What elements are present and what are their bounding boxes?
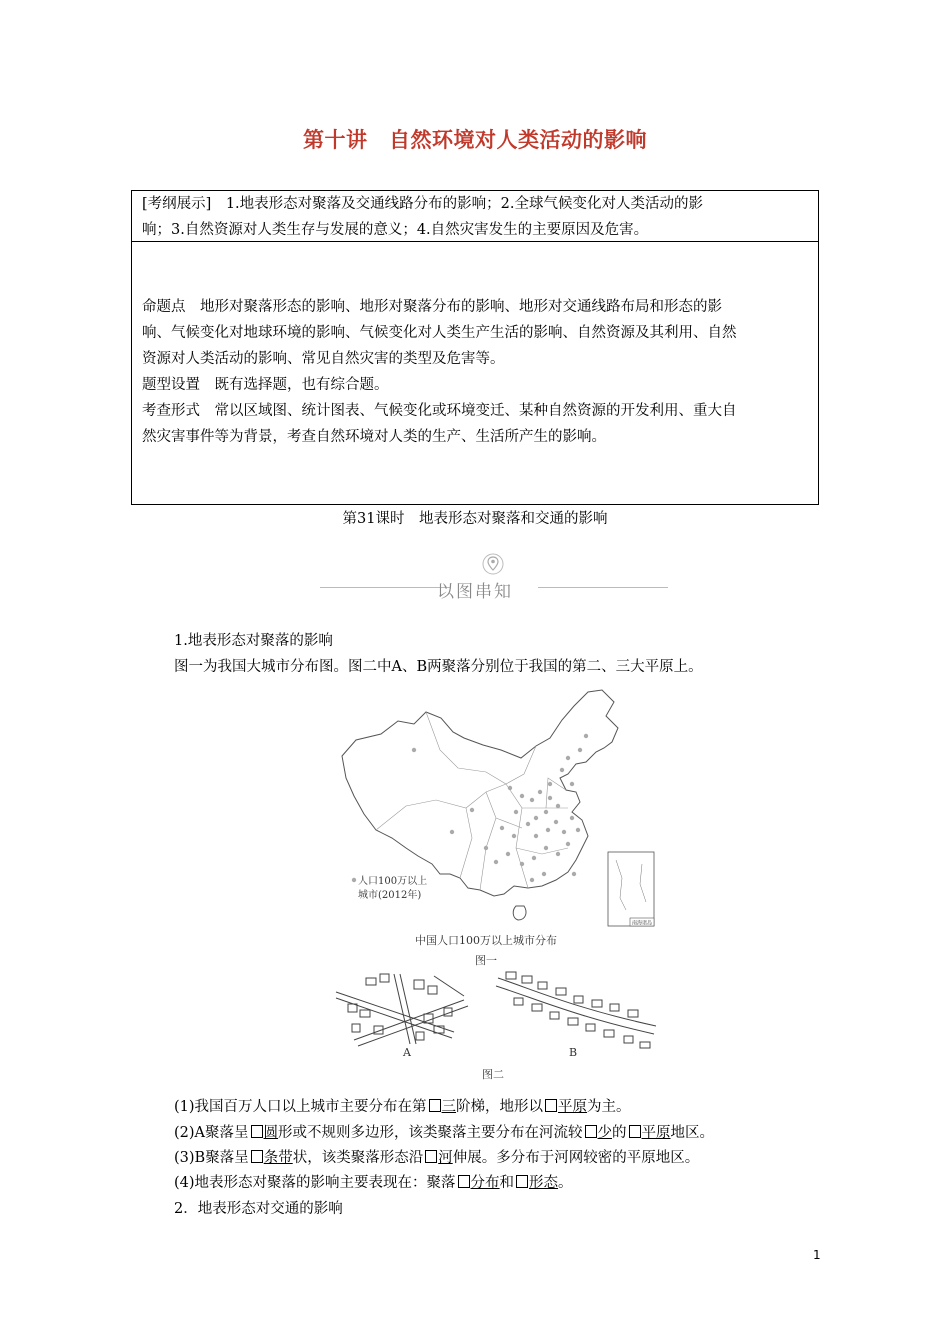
- question-4-answer-1: 分布: [470, 1175, 500, 1191]
- answer-box-icon: [585, 1125, 597, 1138]
- answer-box-icon: [458, 1175, 470, 1188]
- question-3-text: 伸展。多分布于河网较密的平原地区。: [452, 1150, 700, 1166]
- answer-box-icon: [545, 1099, 557, 1112]
- question-1-text: 阶梯，地形以: [456, 1099, 544, 1115]
- question-4-text: (4)地表形态对聚落的影响主要表现在：聚落: [174, 1175, 456, 1191]
- question-1-answer-2: 平原: [558, 1099, 588, 1115]
- section-label: 以图串知: [437, 582, 513, 602]
- figure1-label: 图一: [475, 954, 497, 967]
- legend-dot: [352, 878, 356, 882]
- location-pin-icon: [482, 553, 504, 575]
- question-2: [174, 1121, 714, 1145]
- figure1-legend-line-2: 城市(2012年): [358, 890, 422, 901]
- exam-info-line-1: 命题点 地形对聚落形态的影响、地形对聚落分布的影响、地形对交通线路布局和形态的影: [142, 299, 722, 315]
- question-4: [174, 1171, 573, 1195]
- answer-box-icon: [516, 1175, 528, 1188]
- syllabus-line-1: [考纲展示] 1.地表形态对聚落及交通线路分布的影响；2.全球气候变化对人类活动的影: [142, 196, 703, 212]
- answer-box-icon: [425, 1150, 437, 1163]
- inset-label: 南海诸岛: [631, 920, 653, 927]
- item2-heading: 2．地表形态对交通的影响: [174, 1201, 343, 1217]
- figure1-map-title: 中国人口100万以上城市分布: [415, 934, 557, 947]
- question-4-text: 和: [499, 1175, 515, 1191]
- syllabus-box: [131, 190, 819, 242]
- figure2-label: 图二: [482, 1068, 504, 1081]
- figure2-label-a: A: [403, 1046, 411, 1059]
- lesson-title: 第31课时 地表形态对聚落和交通的影响: [342, 511, 608, 527]
- question-3-text: 状，该类聚落形态沿: [292, 1150, 424, 1166]
- question-3-answer-2: 河: [438, 1150, 453, 1166]
- figure1-legend-line-1: 人口100万以上: [358, 876, 428, 887]
- question-2-answer-1: 圆: [263, 1125, 279, 1141]
- question-4-text: 。: [558, 1175, 573, 1191]
- question-2-answer-2: 少: [597, 1125, 613, 1141]
- question-3: [174, 1146, 699, 1170]
- figure1-legend: [358, 875, 427, 903]
- exam-info-box: [131, 241, 819, 505]
- question-2-text: 形或不规则多边形，该类聚落主要分布在河流较: [278, 1125, 583, 1141]
- question-1: [174, 1095, 631, 1119]
- page-number: 1: [813, 1248, 821, 1262]
- figure-2: [334, 970, 664, 1080]
- exam-info-line-2: 响、气候变化对地球环境的影响、气候变化对人类生产生活的影响、自然资源及其利用、自然: [142, 325, 737, 341]
- item1-heading: 1.地表形态对聚落的影响: [174, 633, 333, 649]
- item1-intro: 图一为我国大城市分布图。图二中A、B两聚落分别位于我国的第二、三大平原上。: [174, 659, 703, 675]
- syllabus-line-2: 响；3.自然资源对人类生存与发展的意义；4.自然灾害发生的主要原因及危害。: [142, 222, 649, 238]
- question-2-text: 的: [612, 1125, 627, 1141]
- question-2-text: (2)A聚落呈: [174, 1125, 249, 1141]
- exam-info-line-5: 考查形式 常以区域图、统计图表、气候变化或环境变迁、某种自然资源的开发利用、重大自: [142, 403, 737, 419]
- question-1-text: (1)我国百万人口以上城市主要分布在第: [174, 1099, 427, 1115]
- exam-info-line-3: 资源对人类活动的影响、常见自然灾害的类型及危害等。: [142, 351, 505, 367]
- exam-info-line-4: 题型设置 既有选择题，也有综合题。: [142, 377, 389, 393]
- inset-frame: [608, 852, 654, 926]
- question-2-answer-3: 平原: [641, 1125, 671, 1141]
- answer-box-icon: [629, 1125, 641, 1138]
- answer-box-icon: [251, 1125, 263, 1138]
- exam-info-line-6: 然灾害事件等为背景，考查自然环境对人类的生产、生活所产生的影响。: [142, 429, 606, 445]
- settlement-diagram: [334, 970, 664, 1050]
- figure-1: [336, 688, 656, 978]
- question-1-text: 为主。: [587, 1099, 631, 1115]
- answer-box-icon: [429, 1099, 441, 1112]
- question-3-text: (3)B聚落呈: [174, 1150, 249, 1166]
- figure2-label-b: B: [568, 1046, 578, 1059]
- question-4-answer-2: 形态: [529, 1175, 559, 1191]
- question-1-answer-1: 三: [441, 1099, 457, 1115]
- answer-box-icon: [251, 1150, 263, 1163]
- question-3-answer-1: 条带: [263, 1150, 293, 1166]
- question-2-text: 地区。: [670, 1125, 715, 1141]
- page-title: 第十讲 自然环境对人类活动的影响: [303, 128, 647, 152]
